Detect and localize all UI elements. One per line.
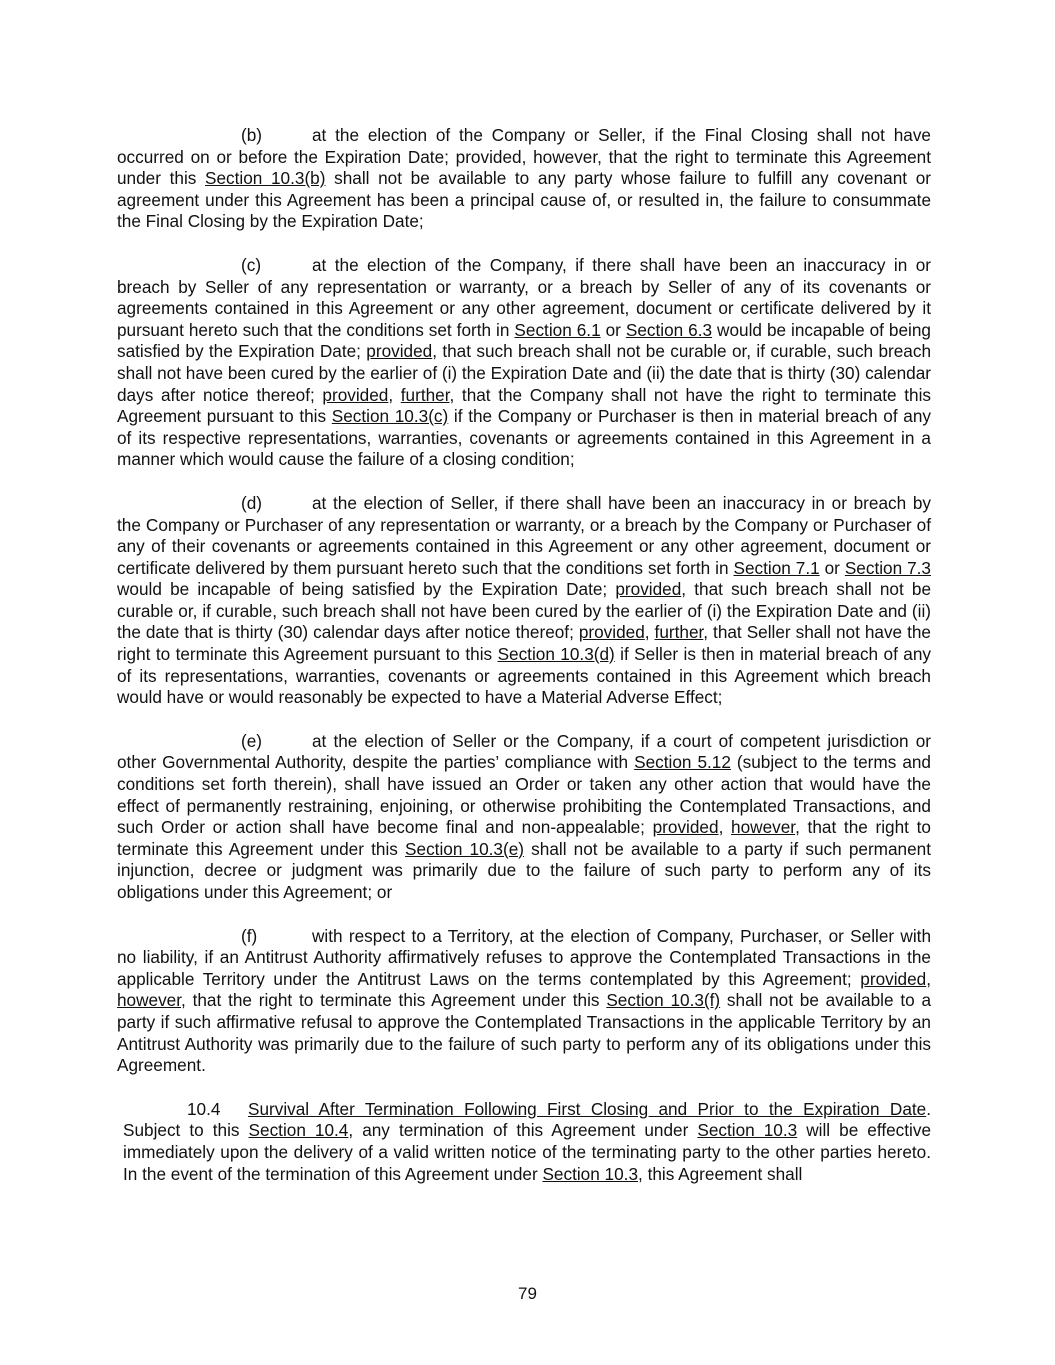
section-ref-link: Section 10.3(b) [205,168,326,189]
section-ref-link: Section 10.3(c) [331,406,449,427]
section-ref-link: Section 10.4 [248,1120,349,1141]
section-ref-link: Section 7.1 [733,557,820,578]
underlined-term: however [731,817,796,838]
section-ref-link: Section 6.3 [625,319,713,340]
page-number: 79 [518,1284,537,1303]
underlined-term: provided [652,817,719,838]
clause-e: (e) at the election of Seller or the Company, if a court of competent jurisdiction or other Governmental Authority, despite the parties’ compliance with Section 5.12 (subject to the terms and conditions set forth therein), shall have issued an Order or taken any other action that would have the effect of permanently restraining, enjoining, or otherwise prohibiting the Contemplated Transactions, and such Order or action shall have become final and non-appealable; provided, however, that the right to terminate this Agreement under this Section 10.3(e) shall not be available to a party if such permanent injunction, decree or judgment was primarily due to the failure of such party to perform any of its obligations under this Agreement; or [117,730,931,902]
section-heading: Survival After Termination Following First Closing and Prior to the Expiration Date [248,1098,927,1119]
clause-label: (c) [241,254,262,275]
section-ref-link: Section 10.3(d) [497,644,615,665]
section-ref-link: Section 6.1 [514,319,601,340]
clause-label: (f) [241,925,258,946]
underlined-term: provided [578,622,645,643]
clause-label: (b) [241,125,263,145]
section-ref-link: Section 10.3 [542,1163,639,1184]
section-ref-link: Section 10.3 [697,1120,798,1141]
section-ref-link: Section 5.12 [634,752,731,773]
underlined-term: provided [322,384,389,405]
clause-c: (c) at the election of the Company, if there shall have been an inaccuracy in or breach by Seller of any representation or warranty, or a breach by Seller of any of its covenants or agreements contained in this Agreement or any other agreement, document or certificate delivered by it pursuant hereto such that the conditions set forth in Section 6.1 or Section 6.3 would be incapable of being satisfied by the Expiration Date; provided, that such breach shall not be curable or, if curable, such breach shall not have been cured by the earlier of (i) the Expiration Date and (ii) the date that is thirty (30) calendar days after notice thereof; provided, further, that the Company shall not have the right to terminate this Agreement pursuant to this Section 10.3(c) if the Company or Purchaser is then in material breach of any of its respective representations, warranties, covenants or agreements contained in this Agreement in a manner which would cause the failure of a closing condition; [117,254,932,470]
section-ref-link: Section 10.3(f) [606,990,721,1011]
clause-b: (b) at the election of the Company or Seller, if the Final Closing shall not have occurred on or before the Expiration Date; provided, however, that the right to terminate this Agreement under this Section 10.3(b) shall not be available to any party whose failure to fulfill any covenant or agreement under this Agreement has been a principal cause of, or resulted in, the failure to consummate the Final Closing by the Expiration Date; [117,125,931,232]
underlined-term: provided [615,579,682,600]
underlined-term: provided [366,341,433,362]
underlined-term: further [400,384,450,405]
section-ref-link: Section 10.3(e) [405,838,524,859]
clause-label: (e) [241,730,263,751]
document-page [117,125,931,1185]
clause-d: (d) at the election of Seller, if there shall have been an inaccuracy in or breach by the Company or Purchaser of any representation or warranty, or a breach by the Company or Purchaser of any of their covenants or agreements contained in this Agreement or any other agreement, document or certificate delivered by them pursuant hereto such that the conditions set forth in Section 7.1 or Section 7.3 would be incapable of being satisfied by the Expiration Date; provided, that such breach shall not be curable or, if curable, such breach shall not have been cured by the earlier of (i) the Expiration Date and (ii) the date that is thirty (30) calendar days after notice thereof; provided, further, that Seller shall not have the right to terminate this Agreement pursuant to this Section 10.3(d) if Seller is then in material breach of any of its representations, warranties, covenants or agreements contained in this Agreement which breach would have or would reasonably be expected to have a Material Adverse Effect; [117,492,932,708]
clause-label: (d) [241,492,263,513]
section-number: 10.4 [187,1098,221,1119]
clause-f: (f) with respect to a Territory, at the election of Company, Purchaser, or Seller with no liability, if an Antitrust Authority affirmatively refuses to approve the Contemplated Transactions in the applicable Territory under the Antitrust Laws on the terms contemplated by this Agreement; provided, however, that the right to terminate this Agreement under this Section 10.3(f) shall not be available to a party if such affirmative refusal to approve the Contemplated Transactions in the applicable Territory by an Antitrust Authority was primarily due to the failure of such party to perform any of its obligations under this Agreement. [117,925,932,1076]
underlined-term: further [654,622,704,643]
section-10-4: 10.4 Survival After Termination Following First Closing and Prior to the Expiration Date. Subject to this Section 10.4, any termination of this Agreement under Section 10.3 will be effective immediately upon the delivery of a valid written notice of the terminating party to the other parties hereto. In the event of the termination of this Agreement under Section 10.3, this Agreement shall [123,1098,931,1184]
underlined-term: provided [860,968,927,989]
section-ref-link: Section 7.3 [844,557,931,578]
underlined-term: however [117,990,182,1011]
